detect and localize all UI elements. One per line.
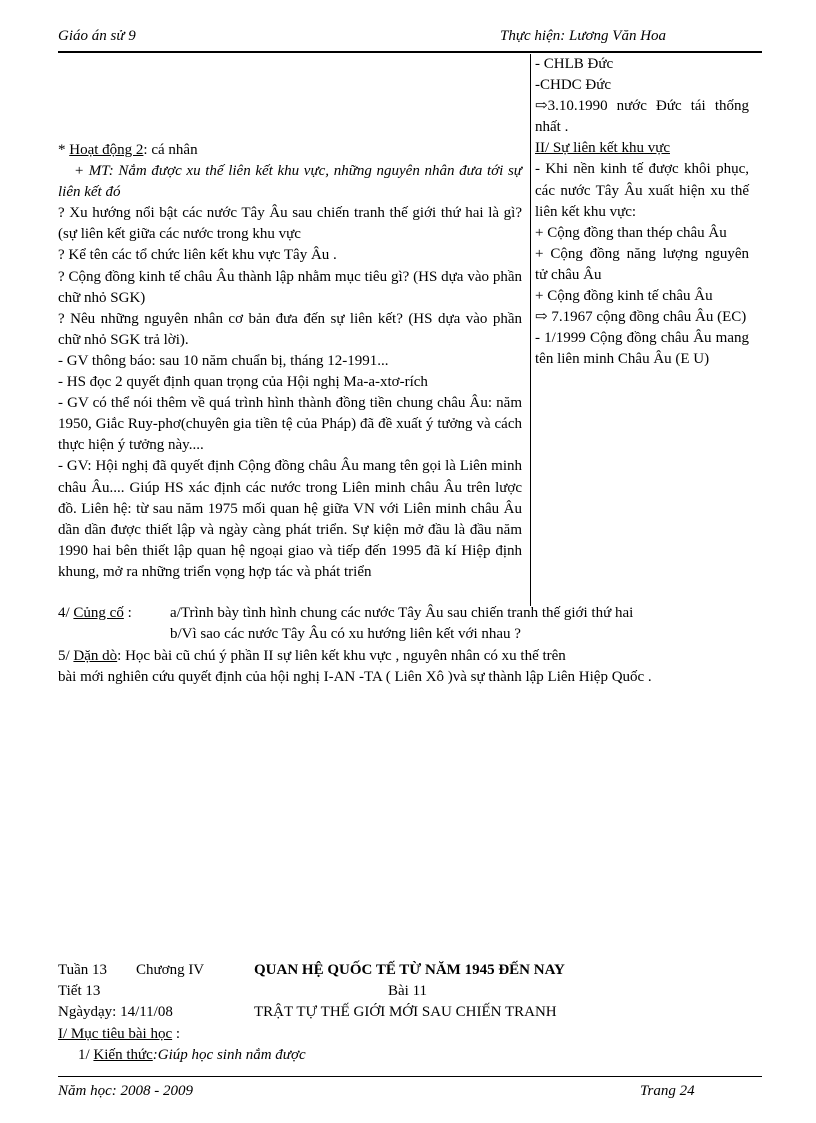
homework-text: : Học bài cũ chú ý phần II sự liên kết khu vực , nguyên nhân có xu thế trên <box>117 648 566 664</box>
homework-line-2: bài mới nghiên cứu quyết định của hội nghị I-AN -TA ( Liên Xô )và sự thành lập Liên Hiệp Quốc . <box>58 669 652 685</box>
consolidation-question-a: a/Trình bày tình hình chung các nước Tây Âu sau chiến tranh thế giới thứ hai <box>170 605 634 621</box>
consolidation-colon: : <box>123 605 132 621</box>
header-rule <box>58 51 762 53</box>
section-heading-text: II/ Sự liên kết khu vực <box>535 140 670 157</box>
right-line: - Khi nền kinh tế được khôi phục, các nước Tây Âu xuất hiện xu thế liên kết khu vực: <box>535 161 749 220</box>
paragraph: ? Cộng đồng kinh tế châu Âu thành lập nhằm mục tiêu gì? (HS dựa vào phần chữ nhỏ SGK) <box>58 268 522 306</box>
consolidation-heading <box>58 605 132 622</box>
activity-label: Hoạt động 2 <box>69 142 144 158</box>
consolidation-label: Củng cố <box>73 605 124 621</box>
paragraph: ? Nêu những nguyên nhân cơ bản đưa đến sự liên kết? (HS dựa vào phần chữ nhỏ SGK trả lời). <box>58 310 522 348</box>
knowledge-label: Kiến thức <box>93 1047 153 1063</box>
right-line: + Cộng đồng than thép châu Âu <box>535 224 727 241</box>
section-heading <box>535 138 749 159</box>
period: Tiết 13 <box>58 983 101 999</box>
objective: + MT: Nắm được xu thế liên kết khu vực, những nguyên nhân đưa tới sự liên kết đó <box>58 163 522 201</box>
header-left: Giáo án sử 9 <box>58 28 136 44</box>
right-line: ⇨3.10.1990 nước Đức tái thống nhất . <box>535 98 749 136</box>
footer-left: Năm học: 2008 - 2009 <box>58 1083 193 1099</box>
left-column <box>58 140 522 583</box>
consolidation-question-b: b/Vì sao các nước Tây Âu có xu hướng liên kết với nhau ? <box>170 626 521 642</box>
knowledge-prefix: 1/ <box>78 1047 94 1063</box>
teaching-date: Ngàydạy: 14/11/08 <box>58 1004 173 1020</box>
paragraph: - GV có thể nói thêm về quá trình hình thành đồng tiền chung châu Âu: năm 1950, Giắc Ruy-phơ(chuyên gia tiền tệ của Pháp) đã đề xuất ý tưởng và cách thực hiện ý tưởng này.... <box>58 395 522 454</box>
paragraph: - HS đọc 2 quyết định quan trọng của Hội nghị Ma-a-xtơ-rích <box>58 374 428 391</box>
right-line: - CHLB Đức <box>535 56 614 72</box>
goals-heading <box>58 1026 180 1043</box>
right-line: ⇨ 7.1967 cộng đồng châu Âu (EC) <box>535 309 747 326</box>
column-separator <box>530 54 531 606</box>
paragraph: ? Xu hướng nổi bật các nước Tây Âu sau chiến tranh thế giới thứ hai là gì?(sự liên kết giữa các nước trong khu vực <box>58 205 522 243</box>
knowledge-text: :Giúp học sinh nắm được <box>152 1047 306 1063</box>
activity-heading <box>58 140 522 161</box>
right-column <box>535 54 749 370</box>
homework-label: Dặn dò <box>73 648 118 664</box>
consolidation-prefix: 4/ <box>58 605 74 621</box>
knowledge-line <box>78 1047 306 1064</box>
chapter-title: QUAN HỆ QUỐC TẾ TỪ NĂM 1945 ĐẾN NAY <box>254 962 565 978</box>
paragraph: ? Kể tên các tổ chức liên kết khu vực Tây Âu . <box>58 247 337 264</box>
activity-rest: : cá nhân <box>143 142 198 158</box>
lesson-number: Bài 11 <box>388 983 428 999</box>
right-line: + Cộng đồng năng lượng nguyên tử châu Âu <box>535 245 749 283</box>
lesson-title: TRẬT TỰ THẾ GIỚI MỚI SAU CHIẾN TRANH <box>254 1004 557 1020</box>
right-line: -CHDC Đức <box>535 77 612 94</box>
homework-line <box>58 648 566 665</box>
right-line: - 1/1999 Cộng đồng châu Âu mang tên liên minh Châu Âu (E U) <box>535 330 749 368</box>
footer-right: Trang 24 <box>640 1083 695 1099</box>
paragraph: - GV thông báo: sau 10 năm chuẩn bị, tháng 12-1991... <box>58 352 389 369</box>
goals-label: I/ Mục tiêu bài học <box>58 1026 173 1042</box>
footer-rule <box>58 1076 762 1077</box>
week: Tuần 13 <box>58 962 108 978</box>
homework-prefix: 5/ <box>58 648 74 664</box>
right-line: + Cộng đồng kinh tế châu Âu <box>535 288 713 305</box>
paragraph: - GV: Hội nghị đã quyết định Cộng đồng châu Âu mang tên gọi là Liên minh châu Âu.... Giúp HS xác định các nước trong Liên minh châu Âu trên lược đồ. Liên hệ: từ sau năm 1975 mối quan hệ giữa VN với Liên minh châu Âu dần dần được thiết lập và ngày càng phát triển. Sự kiện mở đầu là đầu năm 1990 hai bên thiết lập quan hệ ngoại giao và tiếp đến 1995 đã kí Hiệp định khung, mở ra những triển vọng hợp tác và phát triển <box>58 458 522 580</box>
goals-colon: : <box>172 1026 181 1042</box>
header-right: Thực hiện: Lương Văn Hoa <box>500 28 667 44</box>
activity-prefix: * <box>58 142 70 158</box>
chapter: Chương IV <box>136 962 205 978</box>
